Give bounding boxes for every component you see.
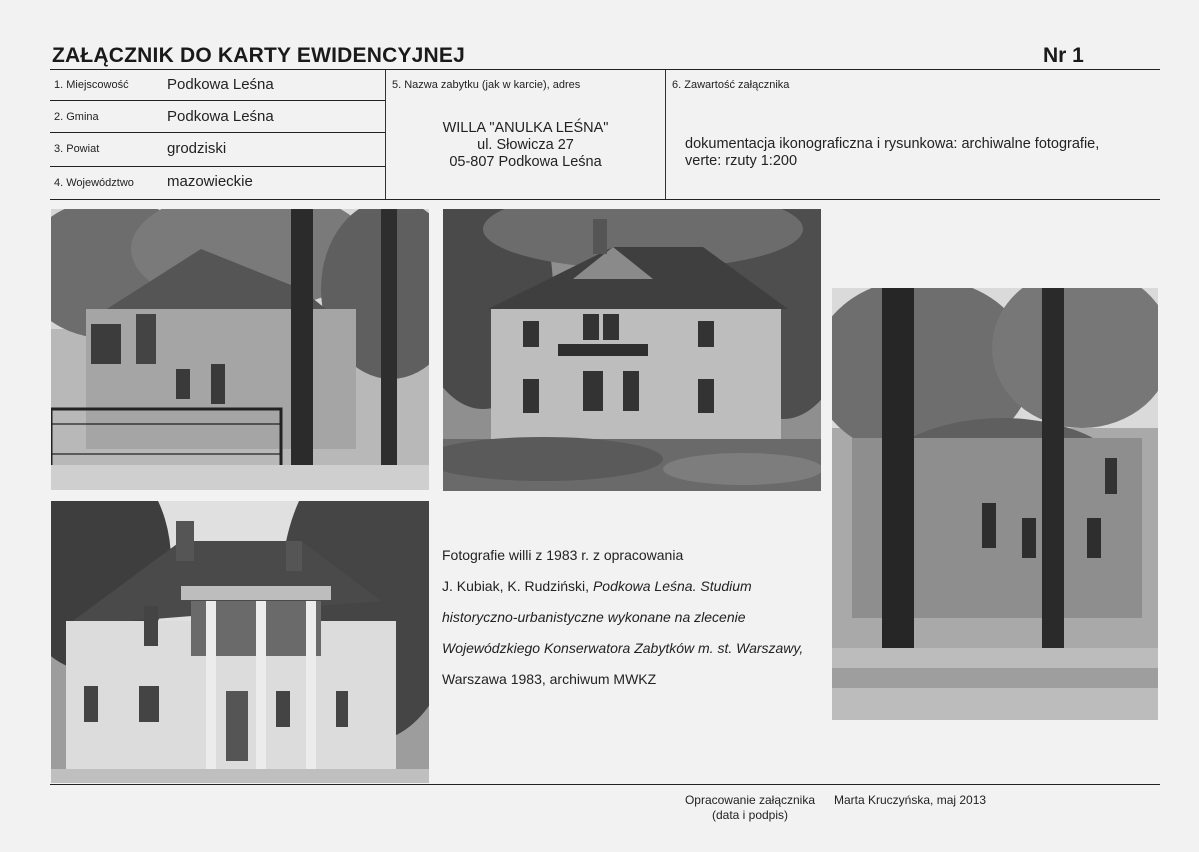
contents-block [685, 136, 1099, 170]
header-rule [50, 69, 1160, 70]
photo-villa-front [443, 209, 821, 491]
caption-authors: J. Kubiak, K. Rudziński, [442, 578, 593, 594]
monument-name: WILLA "ANULKA LEŚNA" [442, 120, 609, 136]
photo-villa-fence [51, 209, 429, 490]
prepared-by-block [680, 793, 820, 823]
monument-city: 05-807 Podkowa Leśna [449, 154, 602, 170]
row-divider-2 [50, 132, 385, 133]
field-label-wojewodztwo: 4. Województwo [54, 177, 134, 189]
caption-line-5: Warszawa 1983, archiwum MWKZ [442, 671, 657, 687]
row-divider-3 [50, 166, 385, 167]
caption-work-title: Podkowa Leśna. Studium [592, 578, 752, 594]
contents-line-1: dokumentacja ikonograficzna i rysunkowa: archiwalne fotografie, [685, 136, 1100, 152]
monument-label: 5. Nazwa zabytku (jak w karcie), adres [392, 79, 581, 91]
document-title: ZAŁĄCZNIK DO KARTY EWIDENCYJNEJ [52, 44, 466, 67]
photo-villa-trees [832, 288, 1158, 720]
author-signature: Marta Kruczyńska, maj 2013 [834, 793, 987, 807]
caption-line-1: Fotografie willi z 1983 r. z opracowania [442, 547, 684, 563]
field-label-miejscowosc: 1. Miejscowość [54, 79, 129, 91]
column-divider-2 [665, 70, 666, 200]
field-value-wojewodztwo: mazowieckie [167, 173, 253, 190]
caption-line-4: Wojewódzkiego Konserwatora Zabytków m. st. Warszawy, [442, 640, 804, 656]
photo-villa-porch [51, 501, 429, 783]
prepared-sublabel: (data i podpis) [711, 808, 789, 822]
field-value-gmina: Podkowa Leśna [167, 108, 274, 125]
monument-street: ul. Słowicza 27 [477, 137, 574, 153]
row-divider-1 [50, 100, 385, 101]
field-label-gmina: 2. Gmina [54, 111, 99, 123]
form-bottom-rule [50, 199, 1160, 200]
field-value-miejscowosc: Podkowa Leśna [167, 76, 274, 93]
contents-line-2: verte: rzuty 1:200 [685, 153, 798, 169]
document-number: Nr 1 [1043, 44, 1084, 67]
footer-rule [50, 784, 1160, 785]
caption-line-3: historyczno-urbanistyczne wykonane na zlecenie [442, 609, 746, 625]
prepared-label: Opracowanie załącznika [684, 793, 816, 807]
monument-block [386, 120, 665, 171]
photo-caption [442, 540, 822, 695]
field-value-powiat: grodziski [167, 140, 227, 157]
contents-label: 6. Zawartość załącznika [672, 79, 790, 91]
field-label-powiat: 3. Powiat [54, 143, 100, 155]
caption-line-2 [442, 571, 822, 602]
